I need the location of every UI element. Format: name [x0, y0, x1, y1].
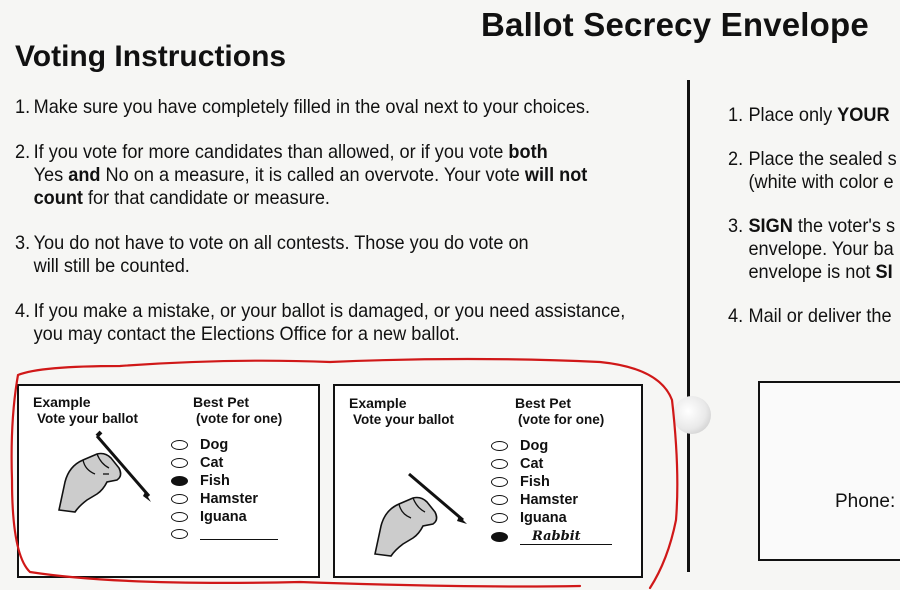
example-label: Example [33, 394, 91, 410]
instruction-item-3 [15, 232, 666, 278]
option-iguana: Iguana [491, 510, 567, 526]
vote-your-ballot-label: Vote your ballot [353, 412, 455, 427]
contest-instruction: (vote for one) [518, 412, 605, 427]
envelope-step-1: 1. Place only YOUR [728, 104, 890, 126]
instruction-number: 2. [15, 141, 31, 163]
instruction-item-1 [15, 96, 666, 119]
oval-hamster[interactable] [171, 494, 188, 504]
option-hamster: Hamster [491, 492, 578, 508]
option-dog: Dog [491, 438, 548, 454]
oval-hamster[interactable] [491, 495, 508, 505]
ballot-example-2 [333, 384, 643, 578]
contest-title: Best Pet [515, 395, 572, 411]
option-fish: Fish [491, 474, 550, 490]
envelope-step-4: 4. Mail or deliver the [728, 305, 892, 327]
option-cat: Cat [171, 455, 223, 471]
oval-write-in-filled[interactable] [491, 532, 508, 542]
phone-label: Phone: [835, 491, 896, 512]
envelope-step-3: 3. SIGN the voter's s envelope. Your ba envelope is not SI [728, 215, 896, 283]
contest-instruction: (vote for one) [196, 411, 283, 426]
oval-fish[interactable] [491, 477, 508, 487]
envelope-title: Ballot Secrecy Envelope [481, 6, 869, 43]
instructions-title: Voting Instructions [15, 40, 287, 73]
fold-divider-line [687, 80, 690, 572]
instruction-number: 1. [15, 96, 31, 118]
oval-fish-filled[interactable] [171, 476, 188, 486]
option-fish: Fish [171, 473, 230, 489]
instructions-list [15, 96, 665, 368]
write-in-line[interactable] [200, 527, 278, 540]
option-write-in [171, 527, 278, 540]
instruction-item-2 [15, 141, 666, 210]
write-in-value[interactable]: Rabbit [520, 529, 612, 545]
ballot-example-1 [17, 384, 320, 578]
option-hamster: Hamster [171, 491, 258, 507]
example-label: Example [349, 395, 407, 411]
oval-dog[interactable] [171, 440, 188, 450]
instruction-number: 4. [15, 300, 31, 322]
instruction-text: Make sure you have completely filled in the oval next to your choices. [33, 96, 591, 118]
instruction-text: You do not have to vote on all contests. Those you do vote on will still be counted. [33, 232, 529, 277]
instruction-number: 3. [15, 232, 31, 254]
hand-with-pen-icon [369, 468, 469, 558]
option-write-in [491, 529, 612, 545]
envelope-step-2: 2. Place the sealed s (white with color e [728, 148, 897, 193]
oval-cat[interactable] [171, 458, 188, 468]
instruction-text: If you make a mistake, or your ballot is damaged, or you need assistance, you may contact the Elections Office for a new ballot. [33, 300, 626, 345]
oval-cat[interactable] [491, 459, 508, 469]
option-dog: Dog [171, 437, 228, 453]
oval-iguana[interactable] [171, 512, 188, 522]
contest-title: Best Pet [193, 394, 250, 410]
envelope-steps-list [728, 104, 900, 349]
instruction-text: If you vote for more candidates than allowed, or if you vote both Yes and No on a measure, it is called an overvote. Your vote will not count for that candidate or measure. [33, 141, 588, 209]
vote-your-ballot-label: Vote your ballot [37, 411, 139, 426]
option-iguana: Iguana [171, 509, 247, 525]
instruction-item-4 [15, 300, 666, 346]
hand-with-pen-icon [53, 424, 153, 514]
oval-iguana[interactable] [491, 513, 508, 523]
voter-info-box [758, 381, 900, 561]
oval-write-in[interactable] [171, 529, 188, 539]
option-cat: Cat [491, 456, 543, 472]
envelope-flap-notch [673, 396, 711, 434]
oval-dog[interactable] [491, 441, 508, 451]
